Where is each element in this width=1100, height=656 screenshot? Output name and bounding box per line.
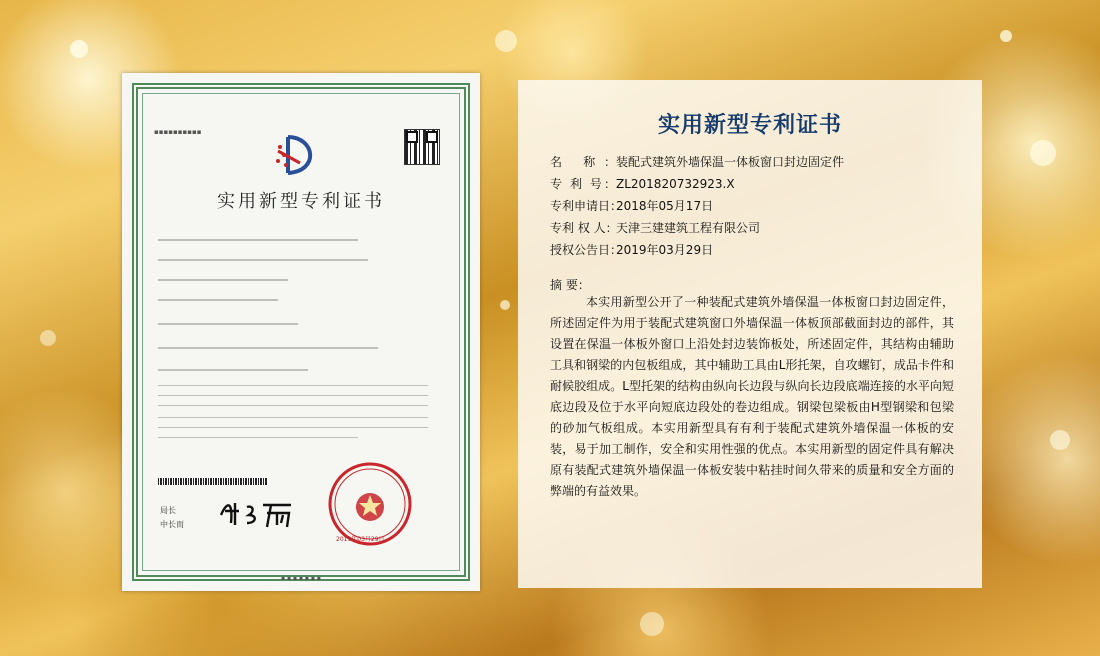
field-value: ZL201820732923.X (616, 177, 735, 191)
background-sparkle (640, 612, 664, 636)
abstract-text: 本实用新型公开了一种装配式建筑外墙保温一体板窗口封边固定件，所述固定件为用于装配式建筑窗口外墙保温一体板顶部截面封边的部件，其设置在保温一体板外窗口上沿处封边装饰板处，所述固定件，其结构由辅助工具和钢梁的内包板组成，其中辅助工具由L形托架，自攻螺钉，成品卡件和耐候胶组成。L型托架的结构由纵向长边段与纵向长边段底端连接的水平向短底边段及位于水平向短底边段处的卷边组成。钢梁包梁板由H型钢梁和包梁的砂加气板组成。本实用新型具有有利于装配式建筑外墙保温一体板的安装，易于加工制作，安全和实用性强的优点。本实用新型的固定件具有解决原有装配式建筑外墙保温一体板安装中粘挂时间久带来的质量和安全方面的弊端的有益效果。 (550, 295, 954, 498)
seal-date: 2019年03月29日 (336, 536, 385, 543)
background-sparkle (1000, 30, 1012, 42)
certificate-field-line (158, 427, 428, 428)
panel-title: 实用新型专利证书 (657, 113, 842, 138)
certificate-field-line (158, 369, 308, 371)
background-sparkle (70, 40, 88, 58)
certificate-field-line (158, 395, 428, 396)
certificate-field-line (158, 417, 428, 418)
certificate-field-line (158, 323, 298, 325)
field-patent-number (550, 174, 735, 194)
background-sparkle (1050, 430, 1070, 450)
field-name (550, 152, 844, 172)
signature-icon (217, 493, 297, 533)
signature-label: 局长 (160, 506, 176, 515)
certificate-field-line (158, 259, 368, 261)
certificate-field-line (158, 437, 358, 438)
field-value: 2019年03月29日 (616, 243, 714, 257)
certificate-image (122, 73, 480, 591)
patent-info-panel (518, 80, 982, 588)
signature-label: 中长而 (160, 520, 184, 529)
field-application-date (550, 196, 713, 216)
field-value: 天津三建建筑工程有限公司 (616, 221, 761, 235)
field-label: 名 称： (550, 155, 616, 169)
certificate-title: 实用新型专利证书 (217, 191, 385, 212)
certificate-field-line (158, 299, 278, 301)
certificate-footer: ▪ ▪ ▪ ▪ ▪ ▪ ▪ (281, 575, 321, 582)
certificate-field-line (158, 347, 378, 349)
field-label: 授权公告日： (550, 243, 623, 257)
field-value: 2018年05月17日 (616, 199, 714, 213)
barcode-icon (158, 478, 268, 485)
certificate-field-line (158, 405, 428, 406)
certificate-field-line (158, 239, 358, 241)
field-patentee (550, 218, 760, 238)
certificate-field-line (158, 279, 288, 281)
abstract-label: 摘 要： (550, 278, 590, 292)
background-sparkle (1030, 140, 1056, 166)
background-sparkle (495, 30, 517, 52)
certificate-serial: ▪▪▪▪▪▪▪▪▪▪ (154, 128, 202, 136)
qr-code-icon (405, 130, 439, 164)
field-value: 装配式建筑外墙保温一体板窗口封边固定件 (616, 155, 845, 169)
field-label: 专利 权 人： (550, 221, 618, 235)
certificate-field-line (158, 385, 428, 386)
background-sparkle (40, 330, 56, 346)
field-label: 专利申请日： (550, 199, 623, 213)
patent-office-logo-icon (270, 131, 330, 179)
field-label: 专 利 号： (550, 177, 616, 191)
background-sparkle (500, 300, 510, 310)
field-grant-date (550, 240, 713, 260)
